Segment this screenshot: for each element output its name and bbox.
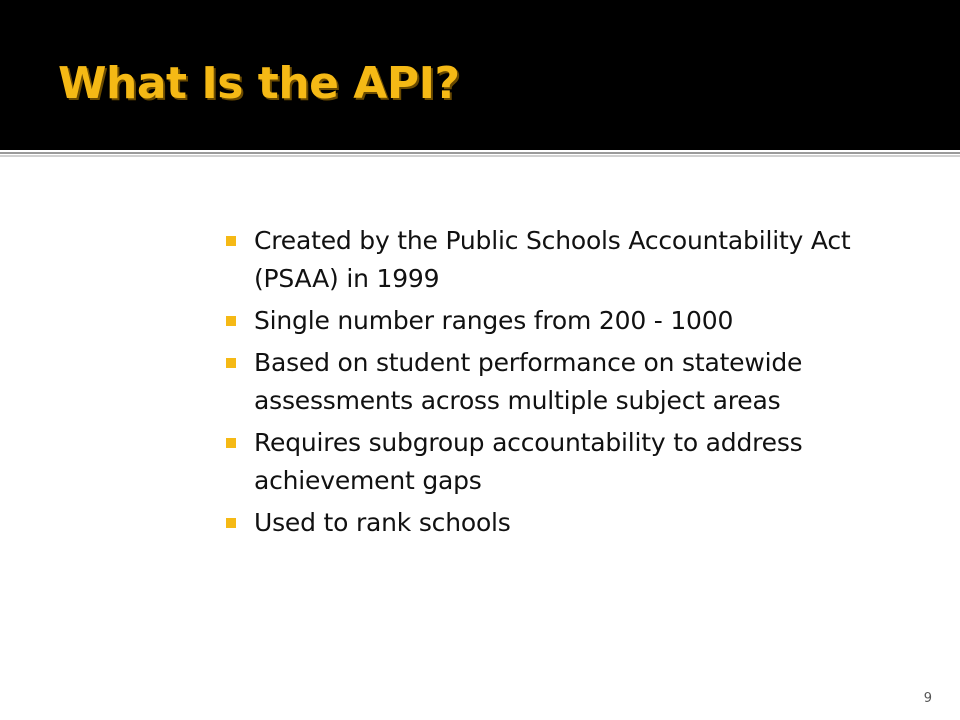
bullet-item — [226, 424, 866, 500]
bullet-text: Requires subgroup accountability to address achievement gaps — [254, 428, 803, 495]
bullet-item — [226, 222, 866, 298]
square-bullet-icon — [226, 236, 236, 246]
bullet-text: Based on student performance on statewide assessments across multiple subject areas — [254, 348, 803, 415]
title-divider-shadow — [0, 155, 960, 157]
bullet-item — [226, 344, 866, 420]
bullet-text: Used to rank schools — [254, 508, 511, 537]
square-bullet-icon — [226, 358, 236, 368]
bullet-item — [226, 302, 866, 340]
square-bullet-icon — [226, 316, 236, 326]
bullet-text: Created by the Public Schools Accountability Act (PSAA) in 1999 — [254, 226, 851, 293]
bullet-item — [226, 504, 866, 542]
title-divider — [0, 152, 960, 154]
title-bar — [0, 0, 960, 150]
square-bullet-icon — [226, 518, 236, 528]
page-number: 9 — [923, 691, 932, 706]
bullet-list — [226, 222, 866, 546]
square-bullet-icon — [226, 438, 236, 448]
slide-title: What Is the API? — [58, 58, 460, 109]
bullet-text: Single number ranges from 200 - 1000 — [254, 306, 734, 335]
